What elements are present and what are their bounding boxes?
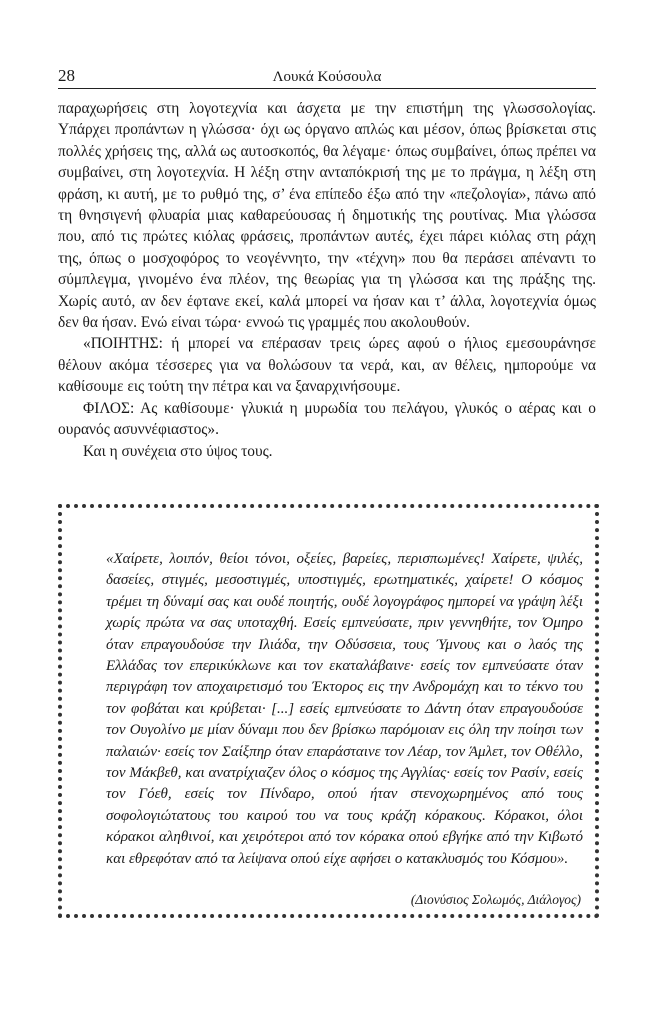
paragraph: «ΠΟΙΗΤΗΣ: ή μπορεί να επέρασαν τρεις ώρες αφού ο ήλιος εμεσουράνησε θέλουν ακόμα τέσσερες για να θολώσουν τα νερά, και, αν θέλεις, ημπορούμε να καθίσουμε εις τούτη την πέτρα και να ξαναρχινήσουμε. (58, 335, 596, 396)
paragraph: ΦΙΛΟΣ: Ας καθίσουμε· γλυκιά η μυρωδία του πελάγου, γλυκός ο αέρας και ο ουρανός ασυννέφιαστος». (58, 399, 596, 439)
paragraph: Και η συνέχεια στο ύψος τους. (83, 442, 273, 460)
page-header (58, 66, 596, 89)
quote-frame (58, 504, 599, 918)
page-number: 28 (58, 66, 75, 85)
paragraph: παραχωρήσεις στη λογοτεχνία και άσχετα με την επιστήμη της γλωσσολογίας. Υπάρχει προπάντων η γλώσσα· όχι ως όργανο απλώς και μέσον, όπως βρίσκεται στις πολλές χρήσεις της, αλλά ως αυτοσκοπός, θα λέγαμε· όπως συμβαίνει, όπως πρέπει να συμβαίνει, στη λογοτεχνία. Η λέξη στην ανταπόκρισή της με το πράγμα, η λέξη στη φράση, κι αυτή, με το ρυθμό της, σ’ ένα επίπεδο έξω από την «πεζολογία», πάνω από τη θνησιγενή φλυαρία μιας καθαρεύουσας ή δημοτικής της ρουτίνας. Μια γλώσσα που, από τις πρώτες κιόλας φράσεις, προπάντων αυτές, έχει πάρει κιόλας στη ράχη της, όπως ο μοσχοφόρος το νεογέννητο, την «τέχνη» που θα περάσει απέναντι το σύμπλεγμα, γινομένο ένα πλέον, της θεωρίας για τη γλώσσα και της πράξης της. Χωρίς αυτό, αν δεν έφτανε εκεί, καλά μπορεί να ήσαν και τ’ άλλα, λογοτεχνία όμως δεν θα ήσαν. Ενώ είναι τώρα· εννοώ τις γραμμές που ακολουθούν. (58, 100, 596, 332)
running-head: Λουκά Κούσουλα (272, 69, 382, 85)
body-text (58, 98, 596, 462)
block-quote: «Χαίρετε, λοιπόν, θείοι τόνοι, οξείες, βαρείες, περισπωμένες! Χαίρετε, ψιλές, δασείες, στιγμές, μεσοστιγμές, υποστιγμές, ερωτηματικές, χαίρετε! Ο κόσμος τρέμει τη δύναμί σας και ουδέ ποιητής, ουδέ λογογράφος ημπορεί να γράψη λέξι χωρίς πρώτα να σας υποταχθή. Εσείς εμπνεύσατε, πριν γεννηθήτε, τον Όμηρο όταν επραγουδούσε την Ιλιάδα, την Οδύσσεια, τους Ύμνους και ο λαός της Ελλάδας τον επερικύκλωνε και τον εκαταλάβαινε· εσείς τον εμπνεύσατε όταν περιγράφη τον αποχαιρετισμό του Έκτορος εις την Ανδρομάχη και το τέκνο του τον φοβάται και κρύβεται· [...] εσείς εμπνεύσατε το Δάντη όταν επραγουδούσε τον Ουγολίνο με μίαν δύναμι που δεν βρίσκω παρόμοιαν εις όλη την ποίησι των παλαιών· εσείς τον Σαίξπηρ όταν επαράσταινε τον Λέαρ, τον Άμλετ, τον Οθέλλο, τον Μάκβεθ, και ανατρίχιαζεν όλος ο κόσμος της Αγγλίας· εσείς τον Ρασίν, εσείς τον Γόεθ, εσείς τον Πίνδαρο, οπού ήταν στενοχωρημένος από τους σοφολογιώτατους του καιρού του να τους κράζη κόρακους. Κόρακοι, όλοι κόρακοι αληθινοί, και χειρότεροι από τον κόρακα οπού εβγήκε από την Κιβωτό και εθρεφόταν από τα λείψανα οπού είχε αφήσει ο κατακλυσμός του Κόσμου». (106, 551, 583, 867)
quote-source: (Διονύσιος Σολωμός, Διάλογος) (410, 892, 581, 907)
